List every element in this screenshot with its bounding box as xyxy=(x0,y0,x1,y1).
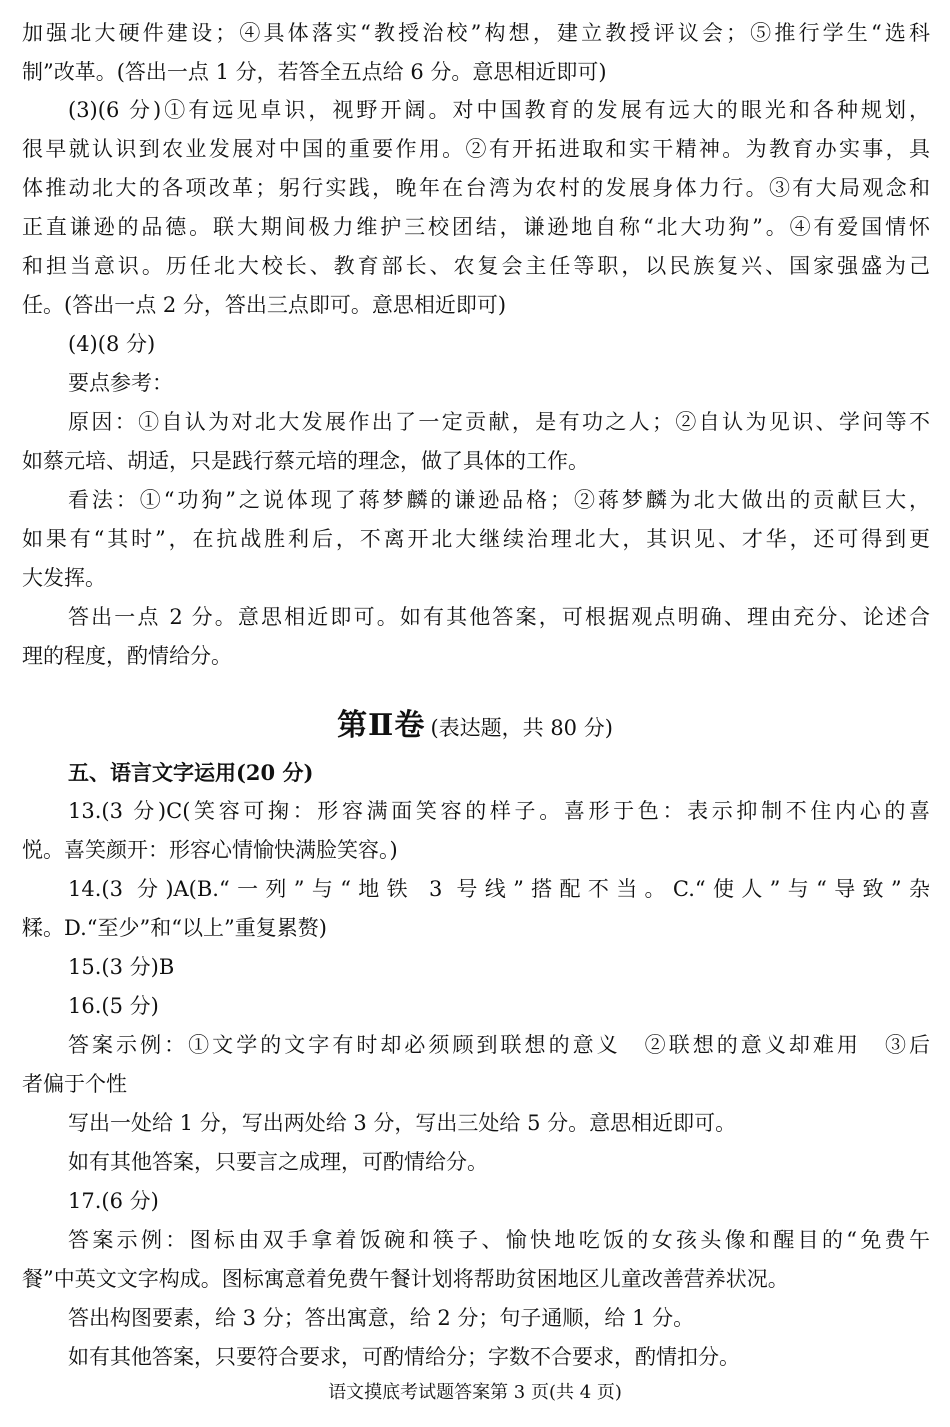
text-line: 如蔡元培、胡适，只是践行蔡元培的理念，做了具体的工作。 xyxy=(22,449,589,473)
section-heading: 五、语言文字运用(20 分) xyxy=(68,760,314,785)
text-line: (3)(6 分)①有远见卓识，视野开阔。对中国教育的发展有远大的眼光和各种规划， xyxy=(68,98,930,122)
part-title: 第Ⅱ卷 xyxy=(337,708,426,743)
part-subtitle: (表达题，共 80 分) xyxy=(430,716,613,740)
text-line: 如有其他答案，只要符合要求，可酌情给分；字数不合要求，酌情扣分。 xyxy=(68,1345,740,1369)
text-line: 加强北大硬件建设；④具体落实“教授治校”构想，建立教授评议会；⑤推行学生“选科 xyxy=(22,21,930,45)
text-line: 悦。喜笑颜开：形容心情愉快满脸笑容。) xyxy=(22,838,398,862)
text-line: 答出一点 2 分。意思相近即可。如有其他答案，可根据观点明确、理由充分、论述合 xyxy=(68,605,930,629)
text-line: 如有其他答案，只要言之成理，可酌情给分。 xyxy=(68,1150,488,1174)
text-line: 14.(3 分)A(B.“一列”与“地铁 3 号线”搭配不当。C.“使人”与“导致”杂 xyxy=(68,877,930,901)
page-footer: 语文摸底考试题答案第 3 页(共 4 页) xyxy=(328,1382,622,1403)
text-line: 原因：①自认为对北大发展作出了一定贡献，是有功之人；②自认为见识、学问等不 xyxy=(68,410,930,434)
text-line: 13.(3 分)C(笑容可掬：形容满面笑容的样子。喜形于色：表示抑制不住内心的喜 xyxy=(68,799,930,823)
text-line: 写出一处给 1 分，写出两处给 3 分，写出三处给 5 分。意思相近即可。 xyxy=(68,1111,737,1135)
text-line: 答案示例：图标由双手拿着饭碗和筷子、愉快地吃饭的女孩头像和醒目的“免费午 xyxy=(68,1228,930,1252)
text-line: 餐”中英文文字构成。图标寓意着免费午餐计划将帮助贫困地区儿童改善营养状况。 xyxy=(22,1267,789,1291)
part-title-line xyxy=(0,700,950,744)
text-line: 如果有“其时”，在抗战胜利后，不离开北大继续治理北大，其识见、才华，还可得到更 xyxy=(22,527,930,551)
text-line: 理的程度，酌情给分。 xyxy=(22,644,232,668)
text-line: 17.(6 分) xyxy=(68,1189,159,1213)
text-line: 体推动北大的各项改革；躬行实践，晚年在台湾为农村的发展身体力行。③有大局观念和 xyxy=(22,176,930,200)
text-line: 糅。D.“至少”和“以上”重复累赘) xyxy=(22,916,327,940)
text-line: 正直谦逊的品德。联大期间极力维护三校团结，谦逊地自称“北大功狗”。④有爱国情怀 xyxy=(22,215,930,239)
text-line: 者偏于个性 xyxy=(22,1072,127,1096)
text-line: (4)(8 分) xyxy=(68,332,156,356)
text-line: 制”改革。(答出一点 1 分，若答全五点给 6 分。意思相近即可) xyxy=(22,60,607,84)
text-line: 答出构图要素，给 3 分；答出寓意，给 2 分；句子通顺，给 1 分。 xyxy=(68,1306,695,1330)
text-line: 看法：①“功狗”之说体现了蒋梦麟的谦逊品格；②蒋梦麟为北大做出的贡献巨大， xyxy=(68,488,930,512)
text-line: 16.(5 分) xyxy=(68,994,159,1018)
text-line: 答案示例：①文学的文字有时却必须顾到联想的意义 ②联想的意义却难用 ③后 xyxy=(68,1033,930,1057)
text-line: 要点参考： xyxy=(68,371,173,395)
text-line: 大发挥。 xyxy=(22,566,106,590)
text-line: 任。(答出一点 2 分，答出三点即可。意思相近即可) xyxy=(22,293,507,317)
text-line: 15.(3 分)B xyxy=(68,955,175,979)
text-line: 很早就认识到农业发展对中国的重要作用。②有开拓进取和实干精神。为教育办实事，具 xyxy=(22,137,930,161)
text-line: 和担当意识。历任北大校长、教育部长、农复会主任等职，以民族复兴、国家强盛为己 xyxy=(22,254,930,278)
